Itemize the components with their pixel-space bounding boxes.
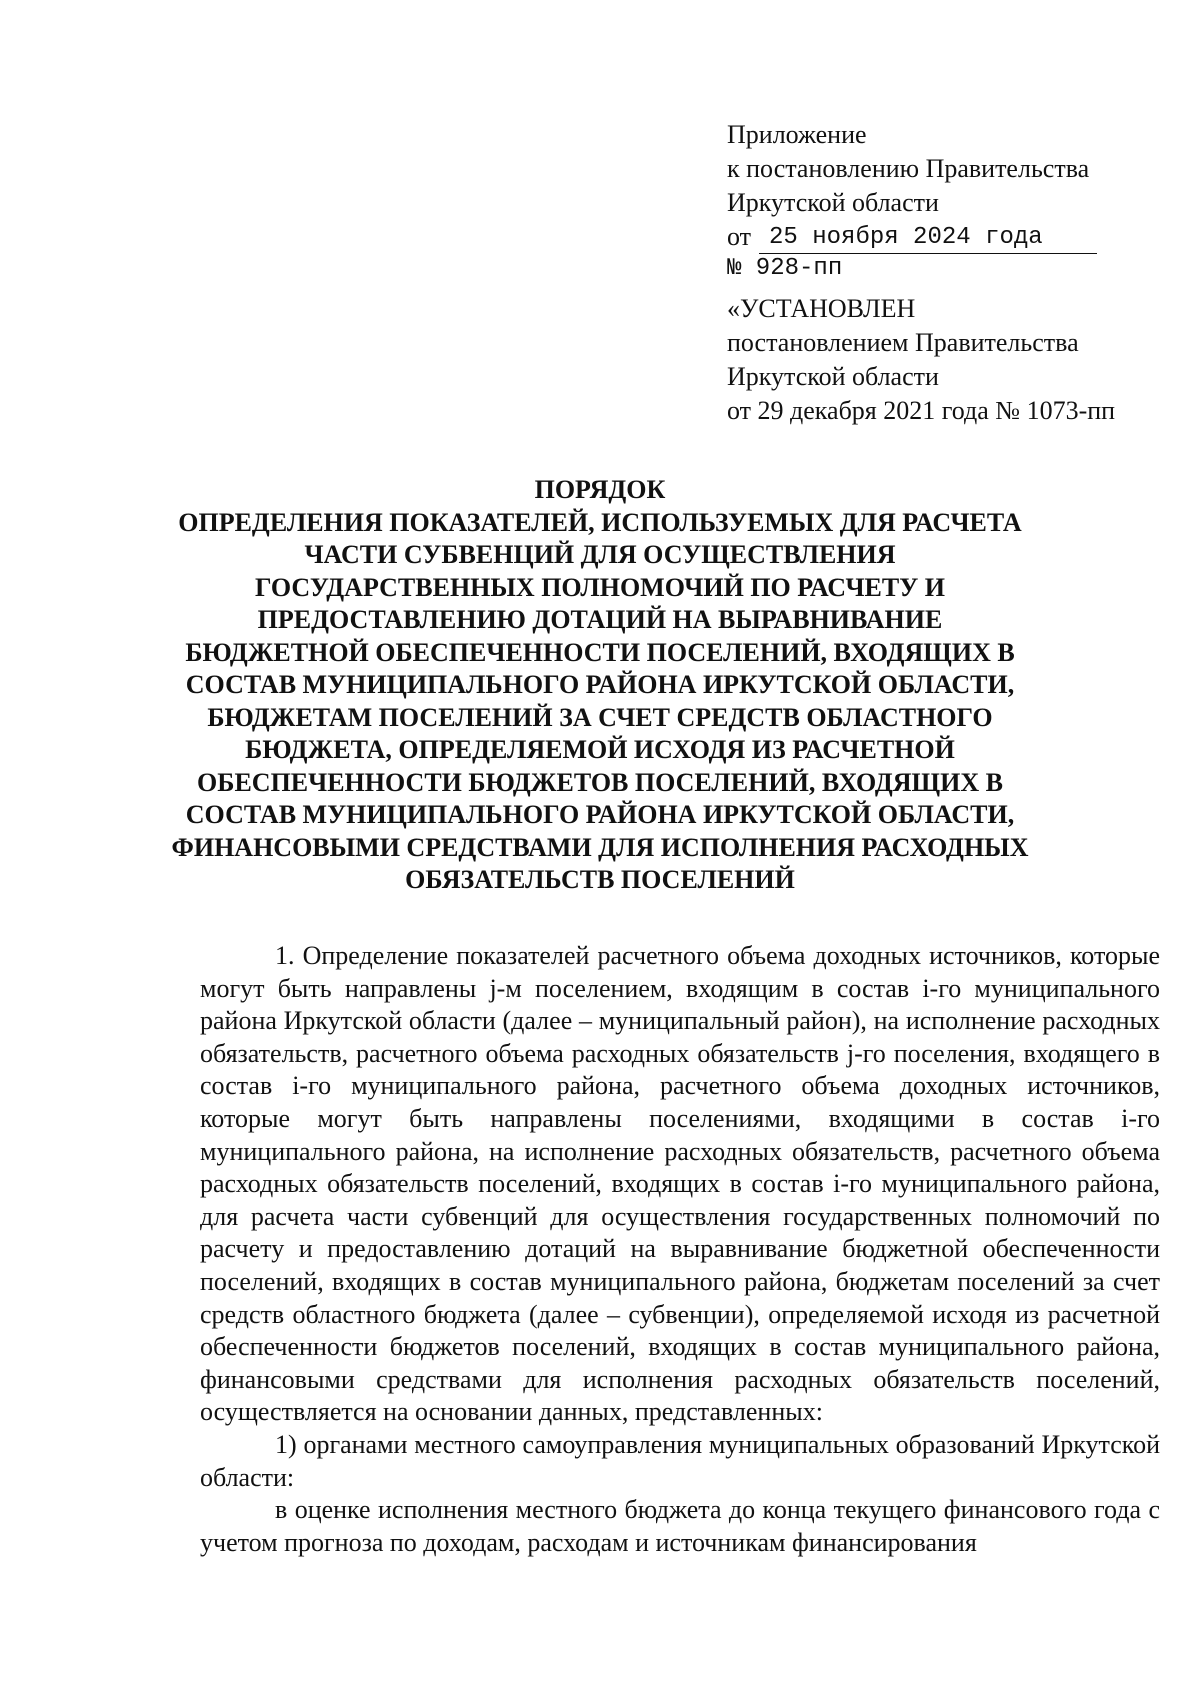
resolution-reference: к постановлению Правительства <box>727 154 1090 183</box>
resolution-number: № 928-пп <box>727 255 843 282</box>
established-by: постановлением Правительства <box>727 328 1079 357</box>
title-line: ОПРЕДЕЛЕНИЯ ПОКАЗАТЕЛЕЙ, ИСПОЛЬЗУЕМЫХ ДЛЯ РАСЧЕТА <box>178 507 1022 537</box>
title-line: СОСТАВ МУНИЦИПАЛЬНОГО РАЙОНА ИРКУТСКОЙ ОБЛАСТИ, <box>185 800 1015 829</box>
established-label: «УСТАНОВЛЕН <box>727 294 916 323</box>
title-line: СОСТАВ МУНИЦИПАЛЬНОГО РАЙОНА ИРКУТСКОЙ ОБЛАСТИ, <box>185 670 1015 699</box>
established-date: от 29 декабря 2021 года № 1073-пп <box>727 396 1116 425</box>
title-line: ОБЕСПЕЧЕННОСТИ БЮДЖЕТОВ ПОСЕЛЕНИЙ, ВХОДЯЩИХ В <box>197 767 1003 797</box>
title-line: ЧАСТИ СУБВЕНЦИЙ ДЛЯ ОСУЩЕСТВЛЕНИЯ <box>304 540 896 569</box>
appendix-header <box>727 118 1167 428</box>
resolution-date-line <box>727 220 1167 254</box>
document-body <box>200 940 1160 1559</box>
title-line: БЮДЖЕТНОЙ ОБЕСПЕЧЕННОСТИ ПОСЕЛЕНИЙ, ВХОДЯЩИХ В <box>185 637 1015 667</box>
title-line: БЮДЖЕТАМ ПОСЕЛЕНИЙ ЗА СЧЕТ СРЕДСТВ ОБЛАСТНОГО <box>207 702 993 732</box>
title-line: ПРЕДОСТАВЛЕНИЮ ДОТАЦИЙ НА ВЫРАВНИВАНИЕ <box>257 605 943 634</box>
body-paragraph: 1. Определение показателей расчетного объема доходных источников, которые могут быть направлены j-м поселением, входящим в состав i-го муниципального района Иркутской области (далее – муниципальный район), на исполнение расходных обязательств, расчетного объема расходных обязательств j-го поселения, входящего в состав i-го муниципального района, расчетного объема доходных источников, которые могут быть направлены поселениями, входящими в состав i-го муниципального района, на исполнение расходных обязательств, расчетного объема расходных обязательств поселений, входящих в состав i-го муниципального района, для расчета части субвенций для осуществления государственных полномочий по расчету и предоставлению дотаций на выравнивание бюджетной обеспеченности поселений, входящих в состав муниципального района, бюджетам поселений за счет средств областного бюджета (далее – субвенции), определяемой исходя из расчетной обеспеченности бюджетов поселений, входящих в состав муниципального района, финансовыми средствами для исполнения расходных обязательств поселений, осуществляется на основании данных, представленных: <box>200 941 1160 1427</box>
date-prefix: от <box>727 222 752 251</box>
region-label: Иркутской области <box>727 188 939 217</box>
title-line: БЮДЖЕТА, ОПРЕДЕЛЯЕМОЙ ИСХОДЯ ИЗ РАСЧЕТНОЙ <box>245 735 955 764</box>
document-title <box>160 474 1040 897</box>
body-paragraph: 1) органами местного самоуправления муниципальных образований Иркутской области: <box>200 1429 1160 1492</box>
title-line: ОБЯЗАТЕЛЬСТВ ПОСЕЛЕНИЙ <box>405 865 795 894</box>
title-line: ПОРЯДОК <box>534 475 666 504</box>
established-region: Иркутской области <box>727 362 939 391</box>
title-line: ФИНАНСОВЫМИ СРЕДСТВАМИ ДЛЯ ИСПОЛНЕНИЯ РАСХОДНЫХ <box>171 832 1029 862</box>
appendix-label: Приложение <box>727 120 867 149</box>
body-paragraph: в оценке исполнения местного бюджета до конца текущего финансового года с учетом прогноза по доходам, расходам и источникам финансирования <box>200 1495 1160 1557</box>
resolution-date: 25 ноября 2024 года <box>759 223 1097 254</box>
title-line: ГОСУДАРСТВЕННЫХ ПОЛНОМОЧИЙ ПО РАСЧЕТУ И <box>254 572 946 602</box>
